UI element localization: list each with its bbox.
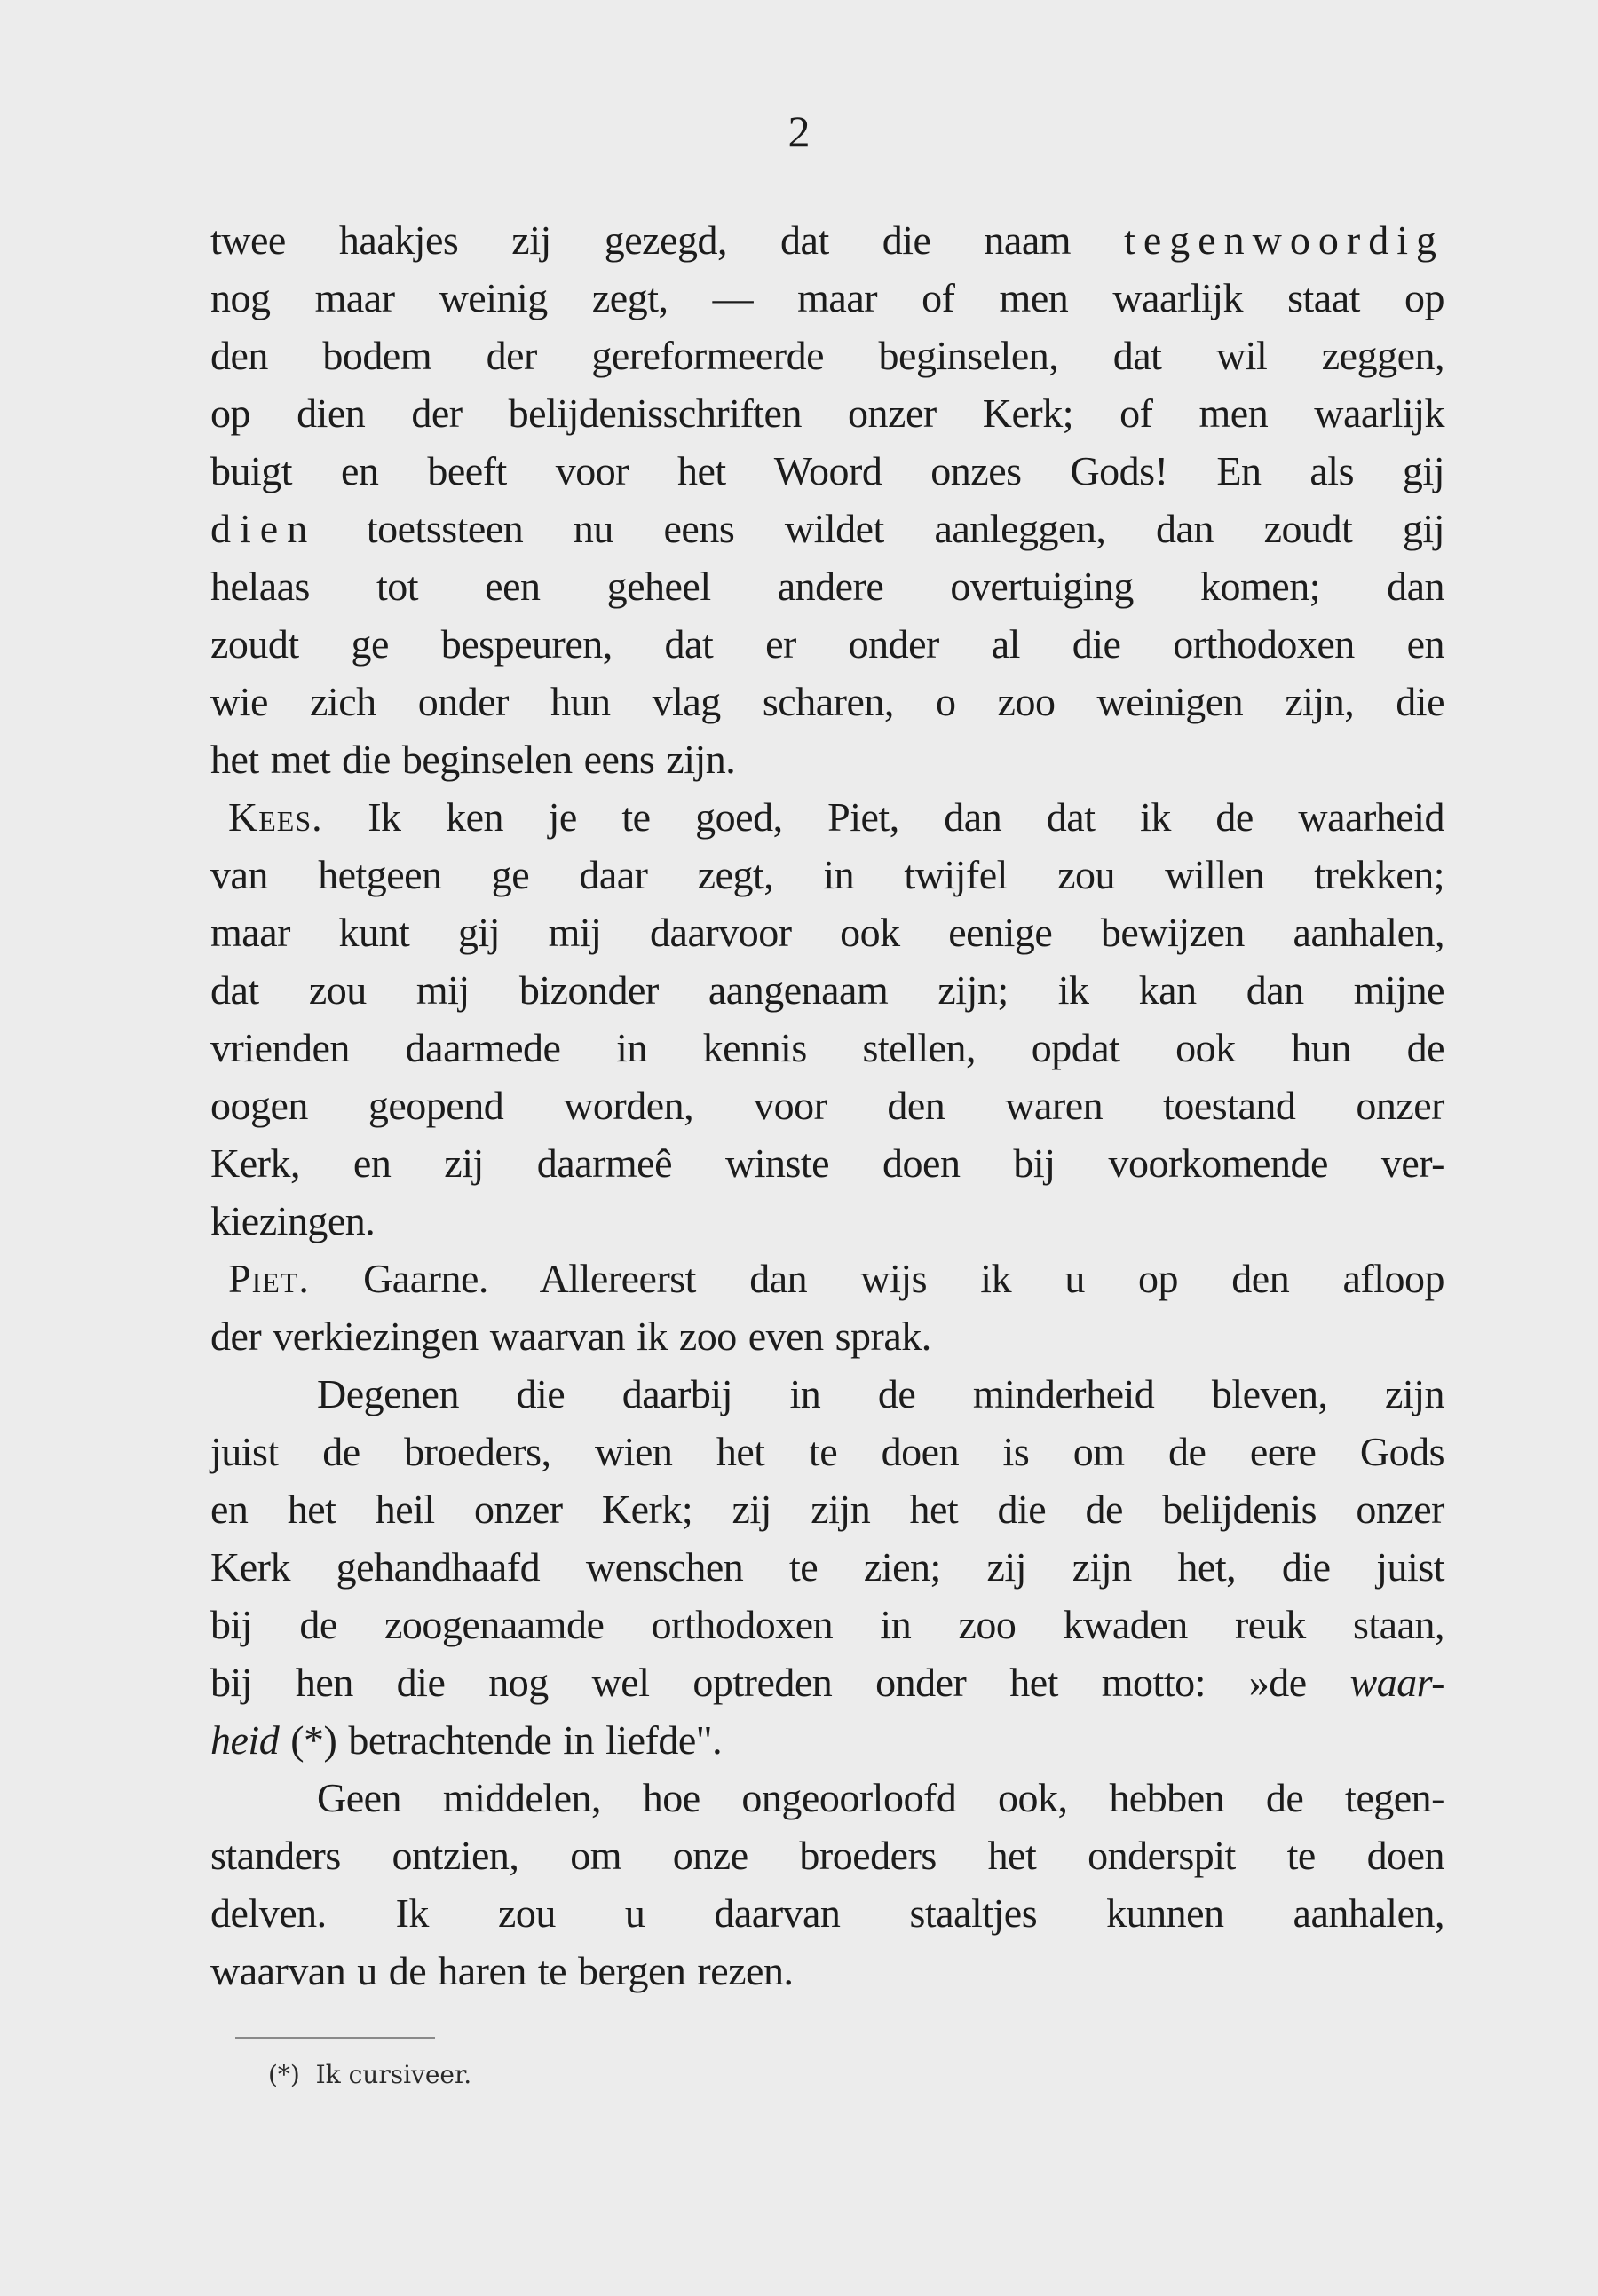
text-line: buigt en beeft voor het Woord onzes Gods! En als gij	[210, 448, 1444, 493]
speaker-name: Piet.	[228, 1256, 310, 1301]
text-line: der verkiezingen waarvan ik zoo even sprak.	[210, 1314, 931, 1359]
text-line: Kerk, en zij daarmeê winste doen bij voorkomende ver-	[210, 1140, 1444, 1186]
text-line: delven. Ik zou u daarvan staaltjes kunnen aanhalen,	[210, 1890, 1444, 1936]
text-line: helaas tot een geheel andere overtuiging komen; dan	[210, 564, 1444, 609]
text-line: van hetgeen ge daar zegt, in twijfel zou willen trekken;	[210, 852, 1444, 897]
text-line: zoudt ge bespeuren, dat er onder al die orthodoxen en	[210, 621, 1444, 667]
text-line: nog maar weinig zegt, — maar of men waarlijk staat op	[210, 275, 1444, 320]
text-line: Geen middelen, hoe ongeoorloofd ook, hebben de tegen-	[317, 1775, 1444, 1820]
text-line: bij de zoogenaamde orthodoxen in zoo kwaden reuk staan,	[210, 1602, 1444, 1647]
text-line: juist de broeders, wien het te doen is om de eere Gods	[210, 1429, 1444, 1474]
text-line: Kees. Ik ken je te goed, Piet, dan dat ik de waarheid	[228, 794, 1444, 840]
footnote-text: Ik cursiveer.	[315, 2060, 472, 2089]
text-line: Piet. Gaarne. Allereerst dan wijs ik u op den afloop	[228, 1256, 1444, 1301]
text-line: heid (*) betrachtende in liefde".	[210, 1717, 723, 1763]
speaker-name: Kees.	[228, 794, 323, 840]
text-line: op dien der belijdenisschriften onzer Kerk; of men waarlijk	[210, 391, 1444, 436]
text-line: Kerk gehandhaafd wenschen te zien; zij zijn het, die juist	[210, 1544, 1444, 1590]
text-line: den bodem der gereformeerde beginselen, dat wil zeggen,	[210, 333, 1444, 378]
text-line: wie zich onder hun vlag scharen, o zoo weinigen zijn, die	[210, 679, 1444, 724]
text-line: bij hen die nog wel optreden onder het motto: »de waar-	[210, 1660, 1444, 1705]
text-line: oogen geopend worden, voor den waren toestand onzer	[210, 1083, 1444, 1128]
text-line: standers ontzien, om onze broeders het onderspit te doen	[210, 1833, 1444, 1878]
footnote-divider	[235, 2037, 435, 2039]
text-line: twee haakjes zij gezegd, dat die naam tegenwoordig	[210, 217, 1444, 263]
text-line: het met die beginselen eens zijn.	[210, 737, 736, 782]
text-line: maar kunt gij mij daarvoor ook eenige bewijzen aanhalen,	[210, 910, 1444, 955]
text-line: waarvan u de haren te bergen rezen.	[210, 1948, 794, 1993]
text-line: dat zou mij bizonder aangenaam zijn; ik kan dan mijne	[210, 967, 1444, 1013]
footnote	[268, 2057, 471, 2093]
text-line: Degenen die daarbij in de minderheid bleven, zijn	[317, 1371, 1444, 1416]
page-number: 2	[787, 107, 811, 156]
body-text	[210, 211, 1444, 2000]
text-line: en het heil onzer Kerk; zij zijn het die de belijdenis onzer	[210, 1487, 1444, 1532]
text-line: kiezingen.	[210, 1198, 376, 1243]
footnote-marker: (*)	[268, 2060, 300, 2089]
text-line: dien toetssteen nu eens wildet aanleggen, dan zoudt gij	[210, 506, 1444, 551]
text-line: vrienden daarmede in kennis stellen, opdat ook hun de	[210, 1025, 1444, 1070]
